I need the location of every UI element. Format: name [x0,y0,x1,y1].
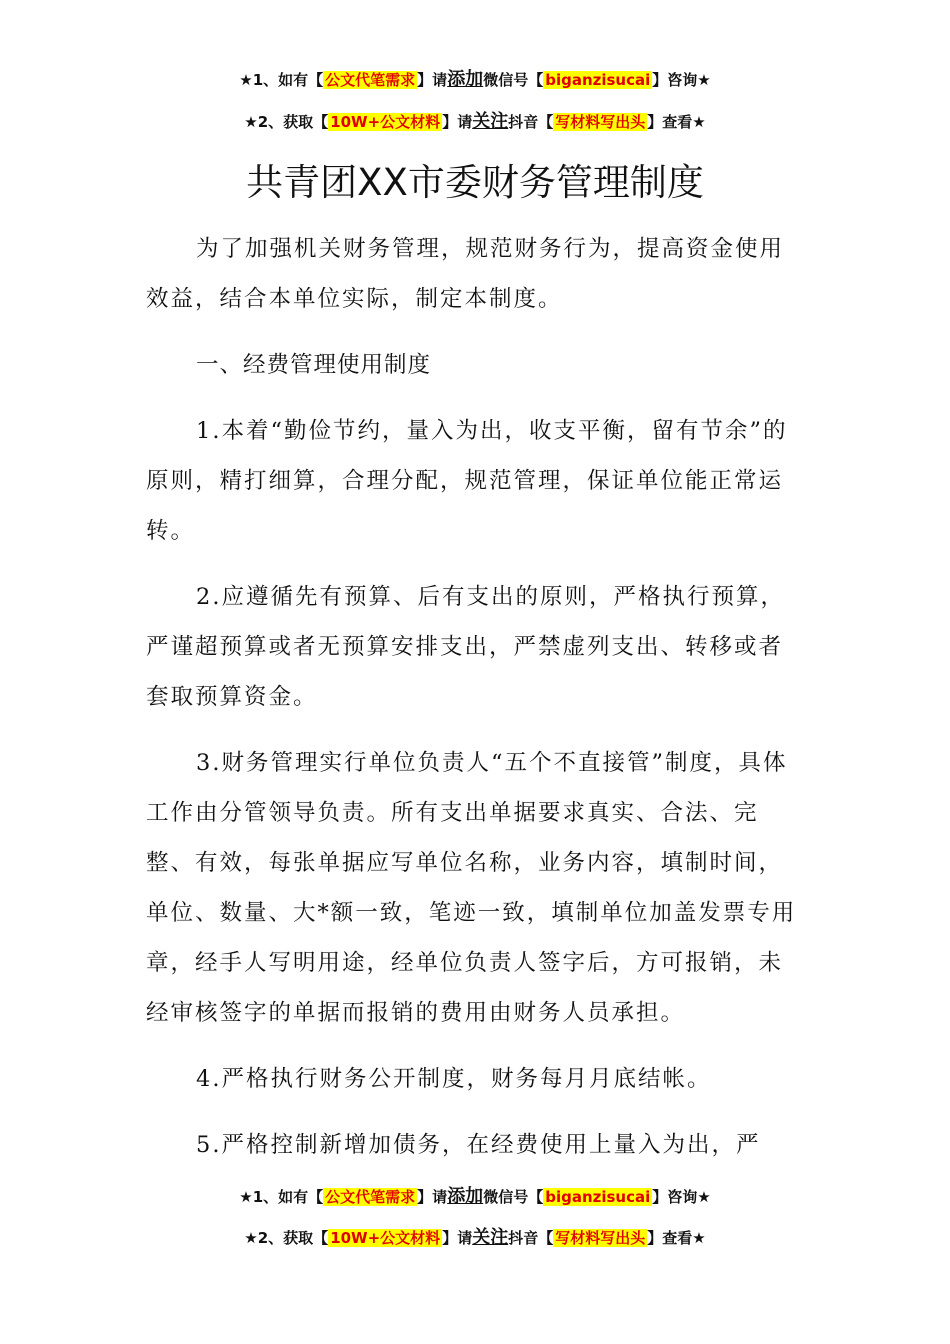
promo-highlight: 公文代笔需求 [325,1188,416,1206]
promo-text: 】请 [442,113,473,131]
promo-wechat-id: biganzisucai [545,71,651,89]
promo-highlight: 公文代笔需求 [325,71,416,89]
document-title: 共青团XX市委财务管理制度 [246,161,704,204]
promo-emphasis: 添加 [447,1186,484,1207]
promo-text: 抖音【 [508,1229,554,1247]
promo-douyin-id: 写材料写出头 [555,1229,646,1247]
promo-highlight: 10W+公文材料 [330,113,441,131]
promo-text: 抖音【 [508,113,554,131]
promo-emphasis: 关注 [472,111,509,132]
list-item: 3.财务管理实行单位负责人“五个不直接管”制度，具体工作由分管领导负责。所有支出单据要求真实、合法、完整、有效，每张单据应写单位名称，业务内容，填制时间，单位、数量、大*额一致，笔迹一致，填制单位加盖发票专用章，经手人写明用途，经单位负责人签字后，方可报销，未经审核签字的单据而报销的费用由财务人员承担。 [146,750,797,1026]
footer-promo-line-1 [0,1185,950,1209]
promo-highlight: 10W+公文材料 [330,1229,441,1247]
list-item: 5.严格控制新增加债务，在经费使用上量入为出，严 [196,1132,761,1158]
section-heading: 一、经费管理使用制度 [196,352,432,378]
promo-text: 】查看★ [647,113,706,131]
promo-emphasis: 添加 [447,69,484,90]
promo-text: 微信号【 [483,71,544,89]
header-promo-line-2 [0,110,950,134]
intro-paragraph: 为了加强机关财务管理，规范财务行为，提高资金使用效益，结合本单位实际，制定本制度。 [146,236,785,312]
promo-douyin-id: 写材料写出头 [555,113,646,131]
promo-wechat-id: biganzisucai [545,1188,651,1206]
list-item: 4.严格执行财务公开制度，财务每月月底结帐。 [196,1066,712,1092]
promo-emphasis: 关注 [472,1227,509,1248]
promo-text: 】咨询★ [652,1188,711,1206]
list-item: 2.应遵循先有预算、后有支出的原则，严格执行预算，严谨超预算或者无预算安排支出，严禁虚列支出、转移或者套取预算资金。 [146,584,785,710]
promo-text: ★2、获取【 [244,1229,329,1247]
promo-text: 微信号【 [483,1188,544,1206]
promo-text: 】请 [417,71,448,89]
promo-text: ★1、如有【 [239,71,324,89]
promo-text: 】请 [417,1188,448,1206]
header-promo-line-1 [0,68,950,92]
promo-text: ★1、如有【 [239,1188,324,1206]
promo-text: 】查看★ [647,1229,706,1247]
list-item: 1.本着“勤俭节约，量入为出，收支平衡，留有节余”的原则，精打细算，合理分配，规范管理，保证单位能正常运转。 [146,418,788,544]
footer-promo-line-2 [0,1226,950,1250]
document-body [146,224,806,1186]
promo-text: 】请 [442,1229,473,1247]
promo-text: ★2、获取【 [244,113,329,131]
promo-text: 】咨询★ [652,71,711,89]
